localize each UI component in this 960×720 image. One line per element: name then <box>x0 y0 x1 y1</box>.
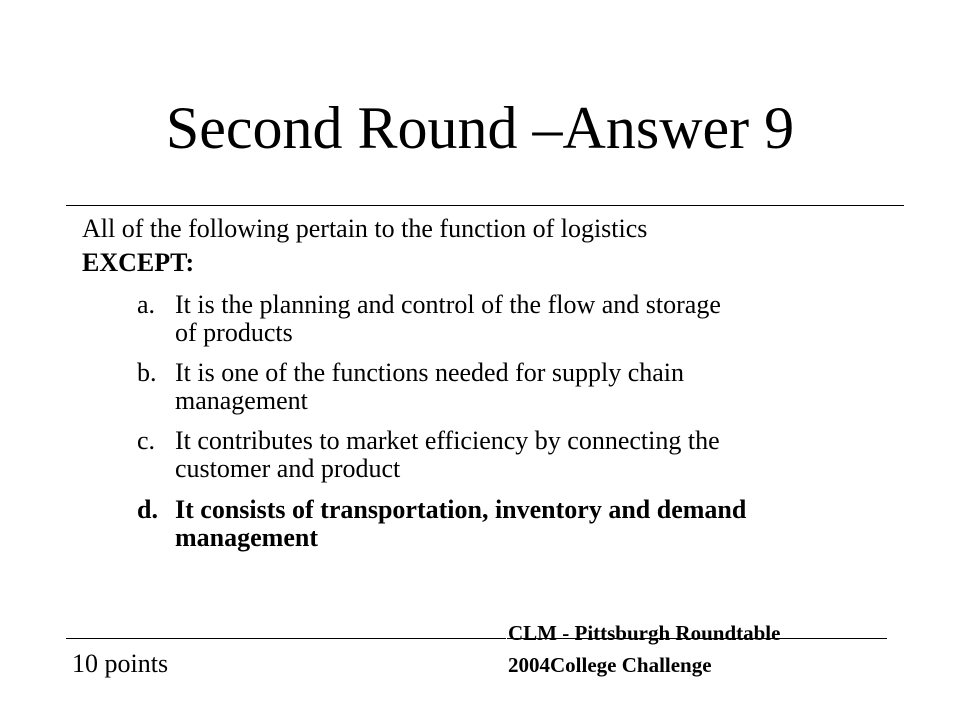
option-d-line1: It consists of transportation, inventory and demand <box>175 495 747 524</box>
title-divider <box>66 205 904 206</box>
slide-title: Second Round –Answer 9 <box>165 95 795 161</box>
footer-event: 2004College Challenge <box>508 653 712 677</box>
option-d-line2: management <box>175 523 318 552</box>
option-a-line2: of products <box>175 318 293 347</box>
option-c <box>137 427 897 483</box>
points-label: 10 points <box>72 649 169 678</box>
option-a <box>137 291 897 347</box>
option-b-line2: management <box>175 386 308 415</box>
footer-divider-left <box>66 638 506 639</box>
footer-org: CLM - Pittsburgh Roundtable <box>508 621 781 645</box>
option-c-marker: c. <box>137 426 156 455</box>
question-line: All of the following pertain to the function of logistics <box>82 214 648 243</box>
option-a-marker: a. <box>137 290 156 319</box>
option-b <box>137 359 897 415</box>
question-text <box>82 212 882 280</box>
option-b-line1: It is one of the functions needed for supply chain <box>175 358 685 387</box>
option-a-line1: It is the planning and control of the flow and storage <box>175 290 721 319</box>
option-c-line1: It contributes to market efficiency by connecting the <box>175 426 720 455</box>
option-d-correct-answer <box>137 496 897 552</box>
footer-credit <box>508 617 780 681</box>
option-b-marker: b. <box>137 358 157 387</box>
option-c-line2: customer and product <box>175 454 401 483</box>
option-d-marker: d. <box>137 495 158 524</box>
question-except: EXCEPT: <box>82 248 195 277</box>
